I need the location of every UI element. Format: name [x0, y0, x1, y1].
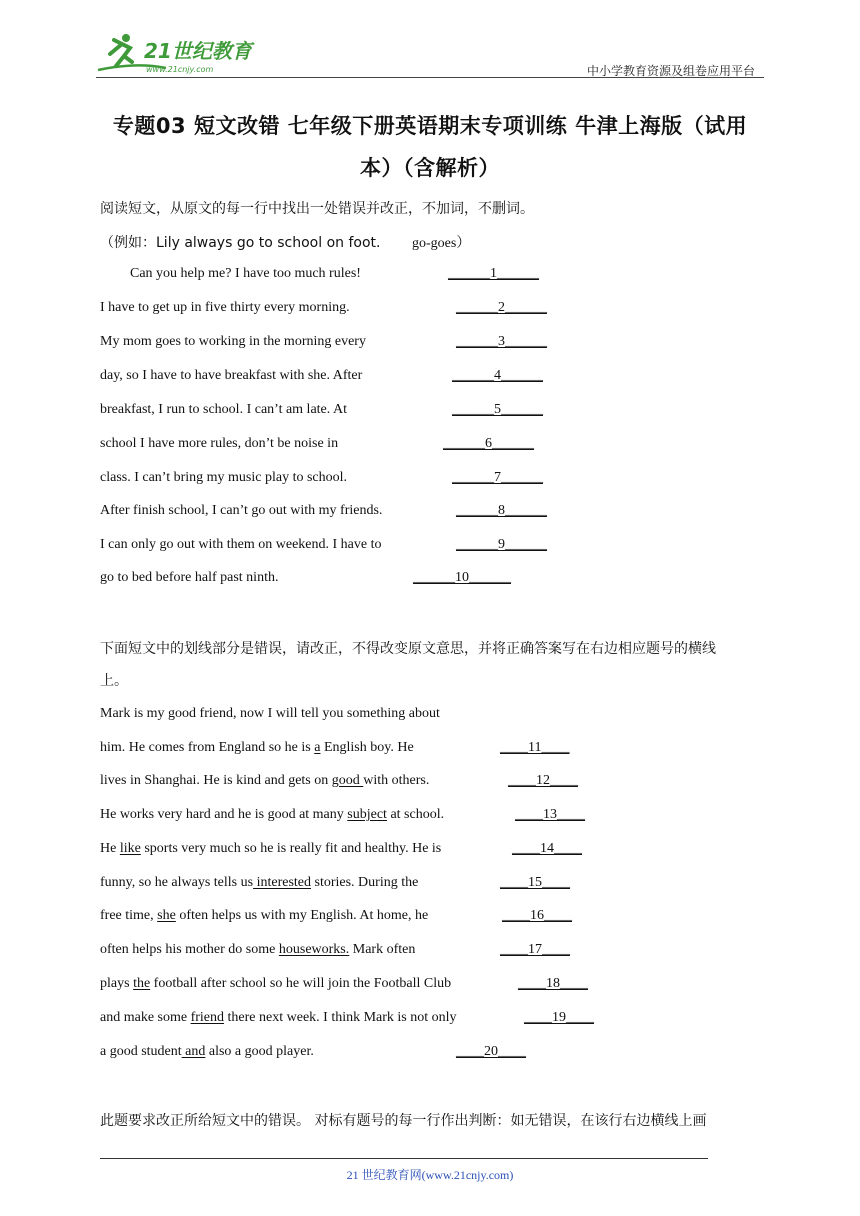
footer-divider	[100, 1158, 708, 1159]
s1-blank-9: ______9______	[456, 537, 547, 552]
section1-example	[100, 232, 380, 252]
s1-blank-4: ______4______	[452, 368, 543, 383]
logo-url: www.21cnjy.com	[146, 65, 214, 74]
s2-line-13-post: at school.	[386, 807, 445, 822]
s2-line-16-error: she	[157, 908, 176, 923]
section3-instruction: 此题要求改正所给短文中的错误。 对标有题号的每一行作出判断：如无错误，在该行右边横线上画	[100, 1113, 707, 1129]
s1-blank-2: ______2______	[456, 300, 547, 315]
s2-line-19-error: friend	[190, 1010, 225, 1025]
s1-blank-5: ______5______	[452, 402, 543, 417]
header-platform-text: 中小学教育资源及组卷应用平台	[586, 64, 755, 78]
s2-line-12-post: with others.	[363, 773, 430, 788]
s1-line-5: breakfast, I run to school. I can’t am late. At	[100, 402, 347, 417]
s2-line-0	[100, 706, 440, 722]
s2-line-19-pre: and make some	[100, 1010, 191, 1025]
s2-line-20-post: also a good player.	[205, 1044, 314, 1059]
s2-blank-15: ____15____	[500, 875, 570, 890]
s2-line-11-pre: him. He comes from England so he is	[100, 740, 315, 755]
s2-line-18-error: the	[133, 976, 151, 991]
s1-line-2: I have to get up in five thirty every morning.	[100, 300, 350, 315]
page-title-line2: 本）（含解析）	[360, 156, 500, 180]
s2-line-20-error: and	[181, 1044, 206, 1059]
s2-blank-19: ____19____	[524, 1010, 594, 1025]
s2-line-13	[100, 807, 444, 823]
header-divider	[96, 77, 764, 78]
s2-line-17-error: houseworks.	[278, 942, 350, 957]
s2-line-20-pre: a good student	[100, 1044, 182, 1059]
s1-line-10: go to bed before half past ninth.	[100, 570, 279, 585]
s2-blank-13: ____13____	[515, 807, 585, 822]
s2-line-14-error: like	[119, 841, 141, 856]
s2-line-17	[100, 942, 415, 958]
s2-blank-18: ____18____	[518, 976, 588, 991]
s2-line-18	[100, 976, 451, 992]
s2-line-14-post: sports very much so he is really fit and healthy. He is	[140, 841, 442, 856]
s2-line-16-post: often helps us with my English. At home, he	[175, 908, 429, 923]
s2-line-16	[100, 908, 428, 924]
s2-blank-12: ____12____	[508, 773, 578, 788]
s2-line-12-pre: lives in Shanghai. He is kind and gets on	[100, 773, 332, 788]
s1-blank-6: ______6______	[443, 436, 534, 451]
s1-blank-7: ______7______	[452, 470, 543, 485]
section2-instruction-line1: 下面短文中的划线部分是错误，请改正，不得改变原文意思，并将正确答案写在右边相应题号的横线	[100, 641, 716, 657]
s1-blank-10: ______10______	[413, 570, 511, 585]
s2-blank-17: ____17____	[500, 942, 570, 957]
s1-line-1: Can you help me? I have too much rules!	[130, 266, 361, 281]
s2-line-17-pre: often helps his mother do some	[100, 942, 279, 957]
example-text: （例如：Lily always go to school on foot.	[100, 235, 381, 251]
s2-line-18-pre: plays	[100, 976, 134, 991]
s2-line-15-pre: funny, so he always tells us	[100, 875, 254, 890]
s1-line-6: school I have more rules, don’t be noise in	[100, 436, 339, 451]
s2-line-12	[100, 773, 429, 789]
s2-line-11-post: English boy. He	[320, 740, 414, 755]
s2-line-12-error: good	[331, 773, 364, 788]
s2-line-18-post: football after school so he will join the Football Club	[150, 976, 452, 991]
s2-line-13-pre: He works very hard and he is good at many	[100, 807, 348, 822]
s2-line-0-text: Mark is my good friend, now I will tell you something about	[100, 706, 440, 721]
s2-line-14	[100, 841, 441, 857]
footer-text[interactable]: 21 世纪教育网(www.21cnjy.com)	[346, 1168, 514, 1182]
s2-line-14-pre: He	[100, 841, 120, 856]
s1-blank-3: ______3______	[456, 334, 547, 349]
s1-line-7: class. I can’t bring my music play to school.	[100, 470, 348, 485]
section1-instruction: 阅读短文，从原文的每一行中找出一处错误并改正，不加词，不删词。	[100, 201, 534, 217]
s2-line-19-post: there next week. I think Mark is not only	[224, 1010, 457, 1025]
page-title-line1: 专题03 短文改错 七年级下册英语期末专项训练 牛津上海版（试用	[112, 114, 748, 138]
s1-line-9: I can only go out with them on weekend. I have to	[100, 537, 382, 552]
s2-line-16-pre: free time,	[100, 908, 158, 923]
example-answer: go-goes）	[412, 236, 471, 251]
s1-blank-1: ______1______	[448, 266, 539, 281]
s2-line-13-error: subject	[347, 807, 387, 822]
logo-text: 21世纪教育	[144, 39, 252, 63]
s2-line-20	[100, 1044, 314, 1060]
s2-line-15	[100, 875, 418, 891]
s2-blank-11: ____11____	[500, 740, 570, 755]
s2-line-11	[100, 740, 414, 756]
s2-line-15-post: stories. During the	[311, 875, 419, 890]
s1-line-4: day, so I have to have breakfast with she. After	[100, 368, 363, 383]
s1-line-8: After finish school, I can’t go out with my friends.	[100, 503, 383, 518]
section2-instruction-line2: 上。	[100, 673, 128, 689]
s2-line-19	[100, 1010, 457, 1026]
s2-line-17-post: Mark often	[349, 942, 416, 957]
s2-blank-20: ____20____	[456, 1044, 526, 1059]
s2-blank-16: ____16____	[502, 908, 572, 923]
s2-line-11-error: a	[314, 740, 321, 755]
s1-line-3: My mom goes to working in the morning every	[100, 334, 366, 349]
s2-blank-14: ____14____	[512, 841, 582, 856]
s1-blank-8: ______8______	[456, 503, 547, 518]
site-logo	[96, 32, 256, 76]
s2-line-15-error: interested	[253, 875, 311, 890]
